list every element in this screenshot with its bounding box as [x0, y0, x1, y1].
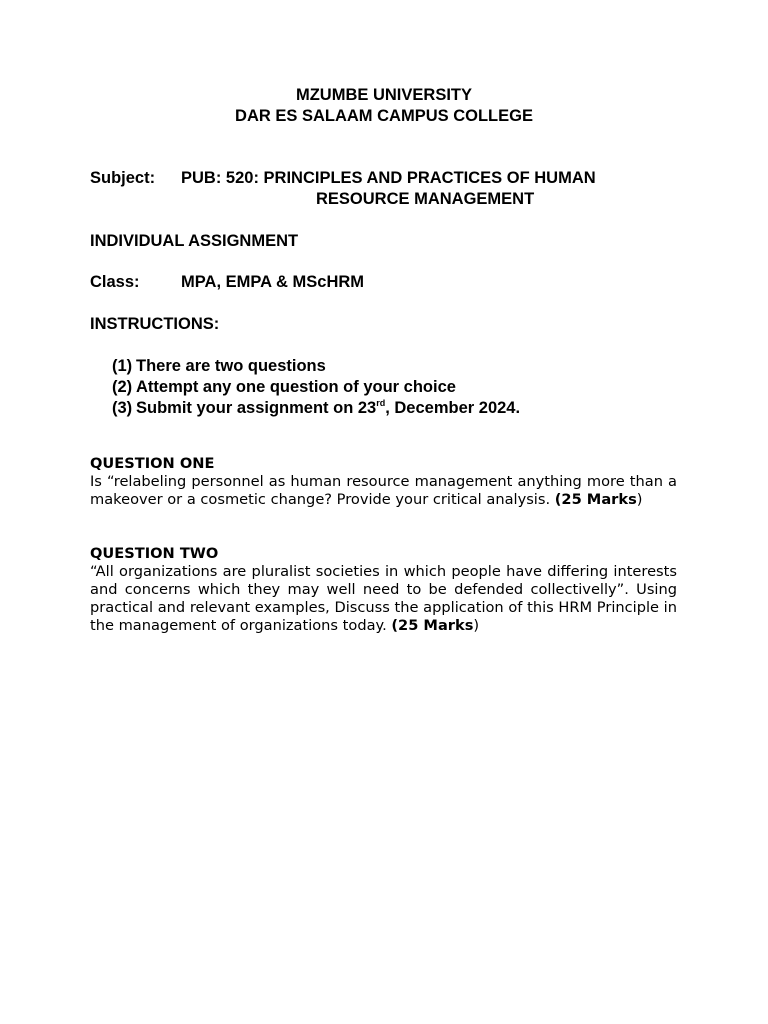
instruction-number: (1) [112, 357, 133, 375]
question-marks-close: ) [473, 617, 480, 635]
class-label: Class: [90, 273, 140, 291]
instruction-item [112, 398, 520, 418]
instruction-item [112, 377, 456, 397]
question-body [90, 473, 677, 509]
class-value: MPA, EMPA & MScHRM [181, 273, 365, 291]
question-marks: (25 Marks [391, 617, 474, 635]
instruction-number: (3) [112, 399, 133, 417]
question-one [90, 455, 677, 509]
instruction-text-date: , December 2024. [385, 399, 521, 417]
instruction-text: There are two questions [136, 357, 326, 375]
instruction-item [112, 356, 326, 376]
question-text: Is “relabeling personnel as human resource management anything more than a makeover or a cosmetic change? Provide your critical analysis. [90, 473, 677, 509]
instruction-number: (2) [112, 378, 133, 396]
assignment-type: INDIVIDUAL ASSIGNMENT [90, 232, 299, 250]
date-ordinal-suffix: rd [376, 398, 386, 408]
question-marks: (25 Marks [554, 491, 637, 509]
question-body [90, 563, 677, 635]
instruction-text: Submit your assignment on 23 [136, 399, 377, 417]
subject-title-line1: PUB: 520: PRINCIPLES AND PRACTICES OF HUMAN [181, 169, 596, 187]
subject-label: Subject: [90, 169, 156, 187]
subject-title-line2: RESOURCE MANAGEMENT [316, 190, 535, 208]
question-marks-close: ) [636, 491, 643, 509]
question-title: QUESTION ONE [90, 455, 215, 472]
question-title: QUESTION TWO [90, 545, 219, 562]
instruction-text: Attempt any one question of your choice [136, 378, 456, 396]
question-two [90, 545, 677, 635]
question-text: “All organizations are pluralist societies in which people have differing interests and concerns which they may well need to be defended collectivelly”. Using practical and relevant examples, Discuss the application of this HRM Principle in the management of organizations today. [90, 563, 677, 635]
instructions-heading: INSTRUCTIONS: [90, 315, 220, 333]
campus-name: DAR ES SALAAM CAMPUS COLLEGE [235, 107, 533, 125]
university-name: MZUMBE UNIVERSITY [295, 86, 472, 104]
